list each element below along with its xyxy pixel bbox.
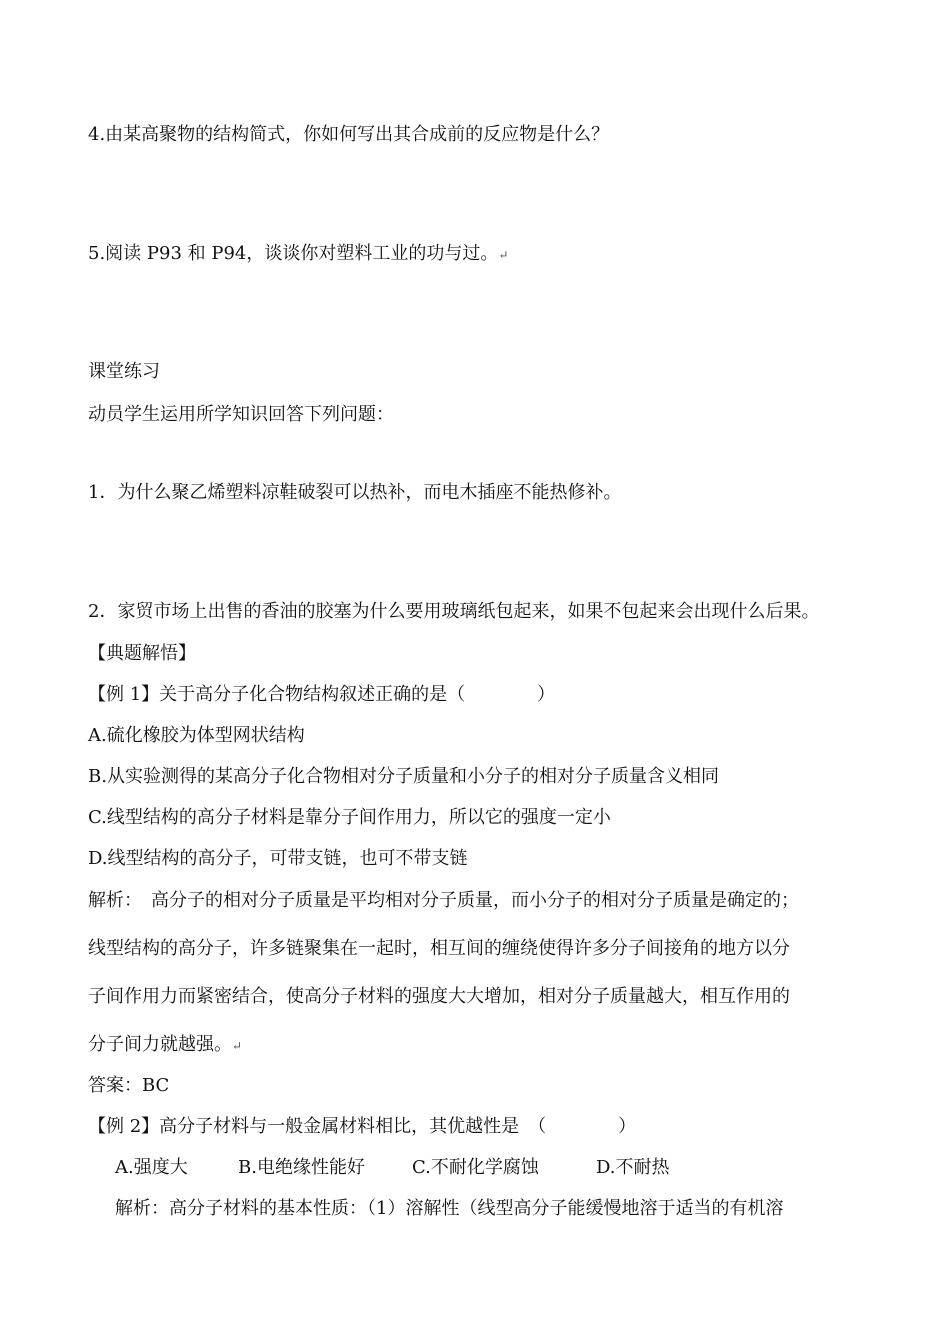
example-2-option-d: D.不耐热 xyxy=(596,1157,670,1178)
question-4: 4.由某高聚物的结构简式，你如何写出其合成前的反应物是什么？ xyxy=(88,124,610,145)
example-1-analysis-line-1: 解析： 高分子的相对分子质量是平均相对分子质量，而小分子的相对分子质量是确定的； xyxy=(88,890,799,911)
example-1-answer: 答案：BC xyxy=(88,1075,170,1096)
paragraph-mark: ↵ xyxy=(232,1039,243,1053)
example-1-stem: 【例 1】关于高分子化合物结构叙述正确的是（ ） xyxy=(88,684,556,705)
example-2-option-c: C.不耐化学腐蚀 xyxy=(412,1157,539,1178)
practice-title: 课堂练习 xyxy=(88,361,160,382)
example-1-option-a: A.硫化橡胶为体型网状结构 xyxy=(88,725,305,746)
example-2-option-b: B.电绝缘性能好 xyxy=(238,1157,365,1178)
example-1-option-c: C.线型结构的高分子材料是靠分子间作用力，所以它的强度一定小 xyxy=(88,807,611,828)
example-2-analysis: 解析：高分子材料的基本性质：（1）溶解性（线型高分子能缓慢地溶于适当的有机溶 xyxy=(115,1198,784,1219)
examples-heading: 【典题解悟】 xyxy=(88,643,196,664)
paragraph-mark: ↵ xyxy=(498,248,509,262)
example-1-analysis-line-3: 子间作用力而紧密结合，使高分子材料的强度大大增加，相对分子质量越大，相互作用的 xyxy=(88,986,790,1007)
example-1-analysis-line-4: 分子间力就越强。↵ xyxy=(88,1034,243,1055)
example-1-analysis-line-2: 线型结构的高分子，许多链聚集在一起时，相互间的缠绕使得许多分子间接角的地方以分 xyxy=(88,938,790,959)
example-2-stem: 【例 2】高分子材料与一般金属材料相比，其优越性是 （ ） xyxy=(88,1116,637,1137)
example-1-option-b: B.从实验测得的某高分子化合物相对分子质量和小分子的相对分子质量含义相同 xyxy=(88,766,719,787)
practice-question-1: 1．为什么聚乙烯塑料凉鞋破裂可以热补，而电木插座不能热修补。 xyxy=(88,482,622,503)
practice-question-2: 2．家贸市场上出售的香油的胶塞为什么要用玻璃纸包起来，如果不包起来会出现什么后果。 xyxy=(88,601,820,622)
practice-intro: 动员学生运用所学知识回答下列问题： xyxy=(88,404,394,425)
example-1-option-d: D.线型结构的高分子，可带支链，也可不带支链 xyxy=(88,848,468,869)
example-2-option-a: A.强度大 xyxy=(115,1157,188,1178)
question-5: 5.阅读 P93 和 P94，谈谈你对塑料工业的功与过。↵ xyxy=(88,243,509,264)
